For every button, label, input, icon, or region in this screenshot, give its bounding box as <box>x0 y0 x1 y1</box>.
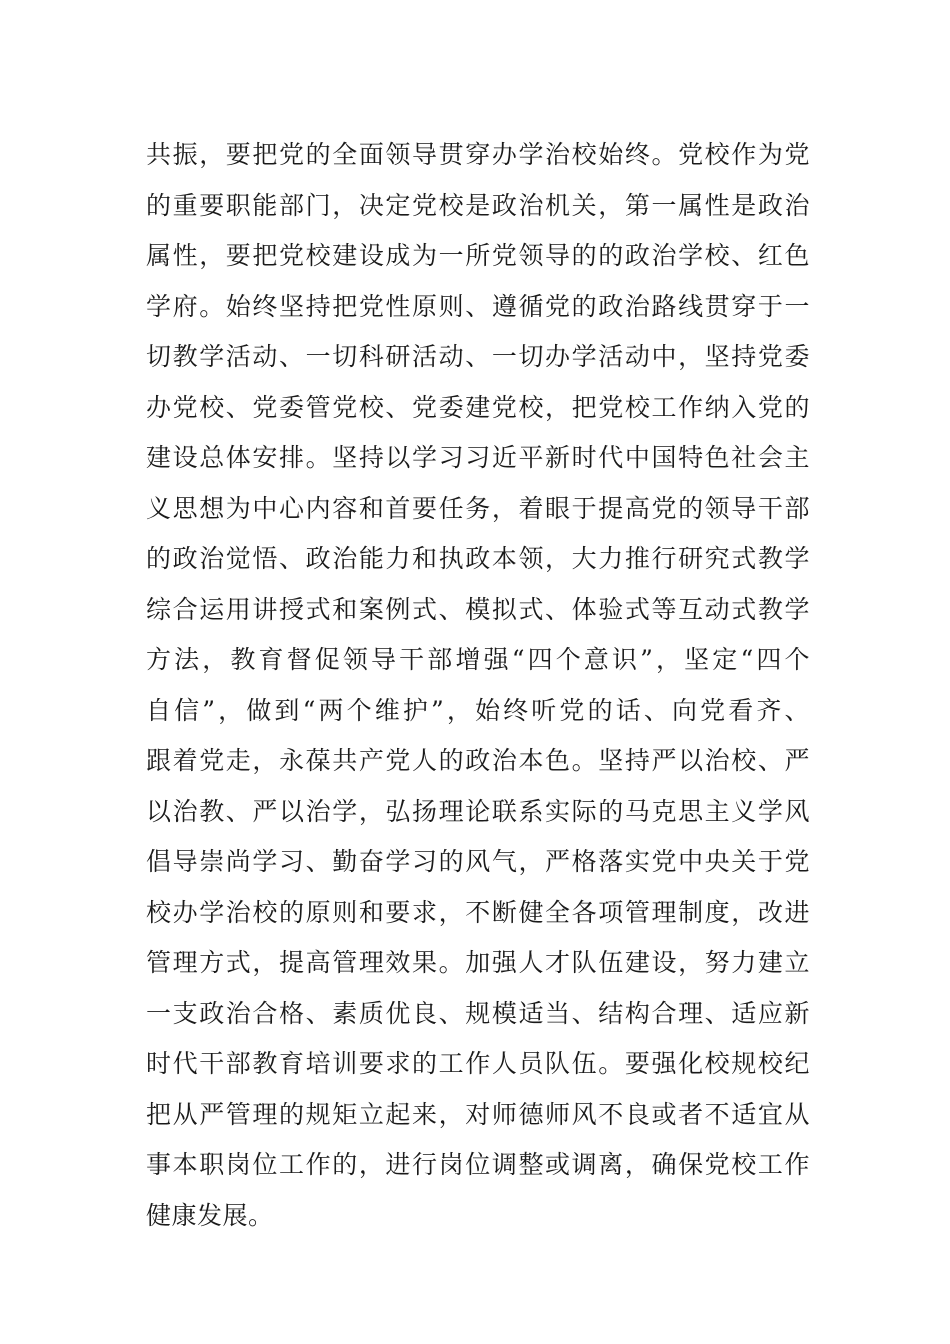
text-line: 学府。始终坚持把党性原则、遵循党的政治路线贯穿于一 <box>146 291 810 321</box>
text-line: 一支政治合格、素质优良、规模适当、结构合理、适应新 <box>146 998 810 1028</box>
text-line: 自信”，做到“两个维护”，始终听党的话、向党看齐、 <box>146 695 810 725</box>
text-line: 建设总体安排。坚持以学习习近平新时代中国特色社会主 <box>146 443 810 472</box>
text-line: 跟着党走，永葆共产党人的政治本色。坚持严以治校、严 <box>146 746 810 775</box>
text-line: 办党校、党委管党校、党委建党校，把党校工作纳入党的 <box>146 392 810 422</box>
text-line: 把从严管理的规矩立起来，对师德师风不良或者不适宜从 <box>146 1099 810 1129</box>
text-line: 的政治觉悟、政治能力和执政本领，大力推行研究式教学 <box>146 544 810 573</box>
text-line: 综合运用讲授式和案例式、模拟式、体验式等互动式教学 <box>146 594 810 624</box>
text-line: 属性，要把党校建设成为一所党领导的的政治学校、红色 <box>146 241 810 270</box>
text-line: 切教学活动、一切科研活动、一切办学活动中，坚持党委 <box>146 342 810 371</box>
text-line: 健康发展。 <box>146 1200 274 1230</box>
text-line: 校办学治校的原则和要求，不断健全各项管理制度，改进 <box>146 897 810 927</box>
body-paragraph <box>146 130 810 1241</box>
text-line: 以治教、严以治学，弘扬理论联系实际的马克思主义学风 <box>146 796 810 826</box>
text-line: 事本职岗位工作的，进行岗位调整或调离，确保党校工作 <box>146 1150 810 1179</box>
text-line: 的重要职能部门，决定党校是政治机关，第一属性是政治 <box>146 190 810 220</box>
text-line: 时代干部教育培训要求的工作人员队伍。要强化校规校纪 <box>146 1049 810 1078</box>
text-line: 管理方式，提高管理效果。加强人才队伍建设，努力建立 <box>146 948 810 977</box>
text-line: 义思想为中心内容和首要任务，着眼于提高党的领导干部 <box>146 493 810 523</box>
text-line: 倡导崇尚学习、勤奋学习的风气，严格落实党中央关于党 <box>146 847 810 876</box>
text-line: 方法，教育督促领导干部增强“四个意识”，坚定“四个 <box>146 645 810 674</box>
text-line: 共振，要把党的全面领导贯穿办学治校始终。党校作为党 <box>146 140 810 169</box>
